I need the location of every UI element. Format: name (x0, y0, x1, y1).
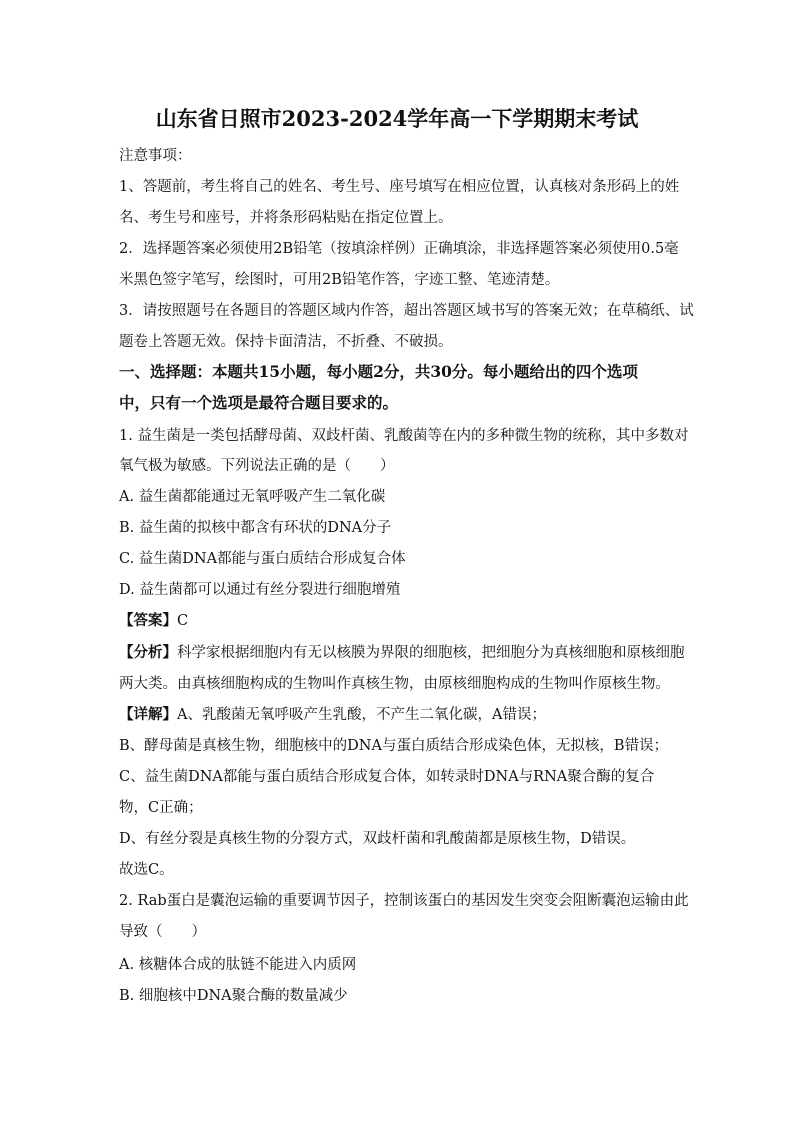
analysis-text: 两大类。由真核细胞构成的生物叫作真核生物，由原核细胞构成的生物叫作原核生物。 (119, 676, 670, 692)
analysis-line (119, 643, 685, 663)
option-b: B. 细胞核中DNA聚合酶的数量减少 (119, 988, 348, 1004)
page-title: 山东省日照市2023-2024学年高一下学期期末考试 (155, 106, 639, 131)
notice-item: 2．选择题答案必须使用2B铅笔（按填涂样例）正确填涂，非选择题答案必须使用0.5毫 (119, 241, 679, 257)
notice-item: 米黑色签字笔写，绘图时，可用2B铅笔作答，字迹工整、笔迹清楚。 (119, 272, 560, 288)
option-d: D. 益生菌都可以通过有丝分裂进行细胞增殖 (119, 582, 401, 598)
notice-item: 题卷上答题无效。保持卡面清洁，不折叠、不破损。 (119, 334, 453, 350)
answer-line (119, 611, 679, 631)
question-stem: 导致（ ） (119, 924, 206, 940)
detail-text: A、乳酸菌无氧呼吸产生乳酸，不产生二氧化碳，A错误； (177, 707, 546, 723)
answer-label: 【答案】 (119, 612, 177, 629)
notice-item: 1、答题前，考生将自己的姓名、考生号、座号填写在相应位置，认真核对条形码上的姓 (119, 179, 680, 195)
analysis-label: 【分析】 (119, 644, 177, 661)
detail-label: 【详解】 (119, 706, 177, 723)
answer-value: C (177, 613, 189, 629)
analysis-text: 科学家根据细胞内有无以核膜为界限的细胞核，把细胞分为真核细胞和原核细胞 (177, 645, 685, 661)
section-heading: 一、选择题：本题共15小题，每小题2分，共30分。每小题给出的四个选项 (119, 362, 638, 381)
detail-text: B、酵母菌是真核生物，细胞核中的DNA与蛋白质结合形成染色体，无拟核，B错误； (119, 738, 669, 754)
notice-item: 3．请按照题号在各题目的答题区域内作答，超出答题区域书写的答案无效；在草稿纸、试 (119, 303, 694, 319)
notice-heading: 注意事项： (119, 148, 192, 164)
detail-text: D、有丝分裂是真核生物的分裂方式，双歧杆菌和乳酸菌都是原核生物，D错误。 (119, 831, 636, 847)
detail-text: 物，C正确； (119, 800, 203, 816)
option-b: B. 益生菌的拟核中都含有环状的DNA分子 (119, 520, 392, 536)
conclusion-text: 故选C。 (119, 862, 174, 878)
notice-item: 名、考生号和座号，并将条形码粘贴在指定位置上。 (119, 210, 453, 226)
section-heading: 中，只有一个选项是最符合题目要求的。 (119, 393, 399, 412)
question-stem: 1. 益生菌是一类包括酵母菌、双歧杆菌、乳酸菌等在内的多种微生物的统称，其中多数对 (119, 428, 689, 444)
detail-text: C、益生菌DNA都能与蛋白质结合形成复合体，如转录时DNA与RNA聚合酶的复合 (119, 769, 655, 785)
option-a: A. 核糖体合成的肽链不能进入内质网 (119, 957, 357, 973)
question-stem: 2. Rab蛋白是囊泡运输的重要调节因子，控制该蛋白的基因发生突变会阻断囊泡运输由此 (119, 893, 689, 909)
option-a: A. 益生菌都能通过无氧呼吸产生二氧化碳 (119, 489, 386, 505)
option-c: C. 益生菌DNA都能与蛋白质结合形成复合体 (119, 551, 406, 567)
question-stem: 氧气极为敏感。下列说法正确的是（ ） (119, 458, 395, 474)
detail-line (119, 705, 679, 725)
